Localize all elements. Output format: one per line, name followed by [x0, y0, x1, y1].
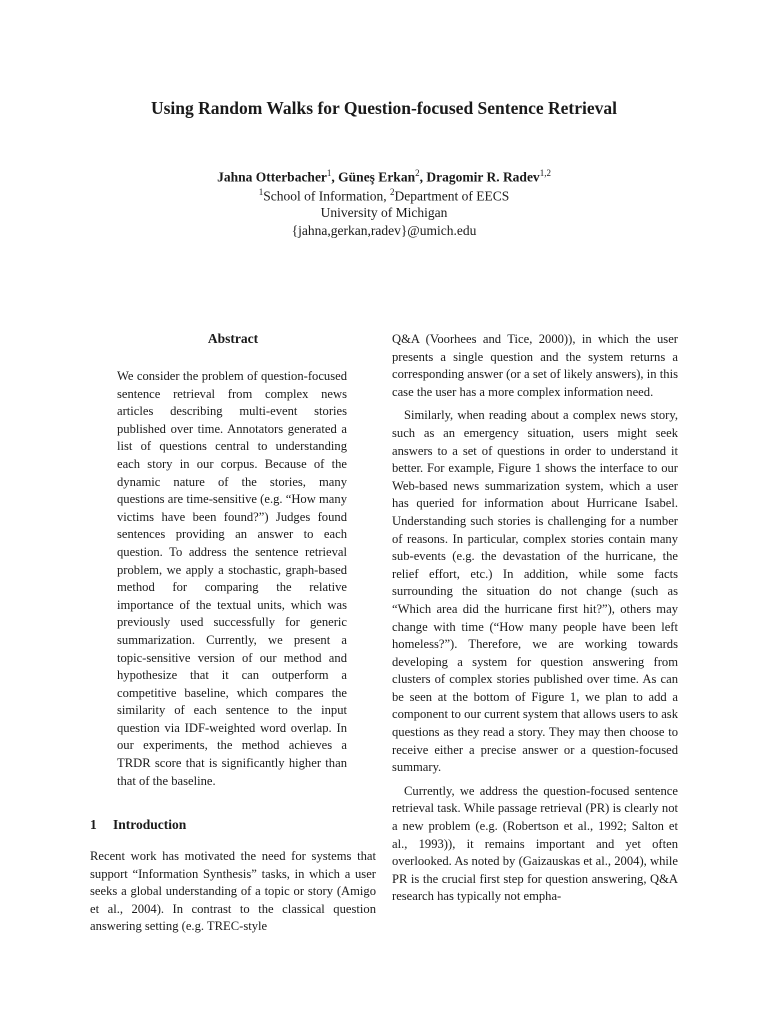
author-name: Jahna Otterbacher [217, 169, 327, 185]
introduction-body [90, 848, 376, 936]
section-number: 1 [90, 817, 97, 832]
right-column [392, 331, 678, 906]
body-paragraph: Currently, we address the question-focused sentence retrieval task. While passage retrieval (PR) is clearly not a new problem (e.g. (Robertson et al., 1992; Salton et al., 1993)), it remains important and yet often overlooked. As noted by (Gaizauskas et al., 2004), while PR is the crucial first step for question answering, Q&A research has typically not empha- [392, 783, 678, 904]
affil-mark: 1 [258, 187, 264, 197]
author-name: Güneş Erkan [338, 169, 416, 185]
section-title: Introduction [113, 817, 187, 832]
affiliation-email: {jahna,gerkan,radev}@umich.edu [291, 223, 477, 238]
body-paragraph: Q&A (Voorhees and Tice, 2000)), in which the user presents a single question and the system returns a corresponding answer (or a set of likely answers), in this case the user has a more complex information need. [392, 332, 678, 399]
affil-department: Department of EECS [394, 188, 510, 204]
abstract-body [117, 368, 347, 790]
affil-mark: 2 [390, 187, 395, 197]
author-separator: , [331, 169, 339, 185]
affiliation-departments [0, 187, 768, 205]
affiliation-university: University of Michigan [320, 205, 448, 220]
author-separator: , [419, 169, 427, 185]
author-affil-mark: 2 [415, 168, 420, 178]
section-heading-introduction [90, 817, 186, 833]
author-affil-mark: 1,2 [539, 168, 551, 178]
abstract-heading: Abstract [207, 331, 259, 346]
author-list [0, 168, 768, 186]
affil-school: School of Information, [263, 188, 390, 204]
paper-title: Using Random Walks for Question-focused Sentence Retrieval [150, 98, 618, 118]
abstract-paragraph: We consider the problem of question-focused sentence retrieval from complex news articles describing multi-event stories published over time. Annotators generated a list of questions central to understanding each story in our corpus. Because of the dynamic nature of the stories, many questions are time-sensitive (e.g. “How many victims have been found?”) Judges found sentences providing an answer to each question. To address the sentence retrieval problem, we apply a stochastic, graph-based method for comparing the relative importance of the textual units, which was previously used successfully for generic summarization. Currently, we present a topic-sensitive version of our method and hypothesize that it can outperform a competitive baseline, which compares the similarity of each sentence to the input question via IDF-weighted word overlap. In our experiments, the method achieves a TRDR score that is significantly higher than that of the baseline. [117, 369, 347, 788]
body-paragraph: Similarly, when reading about a complex news story, such as an emergency situation, users might seek answers to a set of questions in order to understand it better. For example, Figure 1 shows the interface to our Web-based news summarization system, which a user has queried for information about Hurricane Isabel. Understanding such stories is challenging for a number of reasons. In particular, complex stories contain many sub-events (e.g. the devastation of the hurricane, the relief effort, etc.) In addition, while some facts surrounding the situation do not change (such as “Which area did the hurricane first hit?”), others may change with time (“How many people have been left homeless?”). Therefore, we are working towards developing a system for question answering from clusters of complex stories published over time. As can be seen at the bottom of Figure 1, we plan to add a component to our current system that allows users to ask questions as they read a story. They may then choose to receive either a precise answer or a question-focused summary. [392, 408, 678, 775]
author-affil-mark: 1 [326, 168, 332, 178]
author-name: Dragomir R. Radev [426, 169, 540, 185]
introduction-paragraph: Recent work has motivated the need for systems that support “Information Synthesis” tasks, in which a user seeks a global understanding of a topic or story (Amigo et al., 2004). In contrast to the classical question answering setting (e.g. TREC-style [90, 849, 376, 934]
